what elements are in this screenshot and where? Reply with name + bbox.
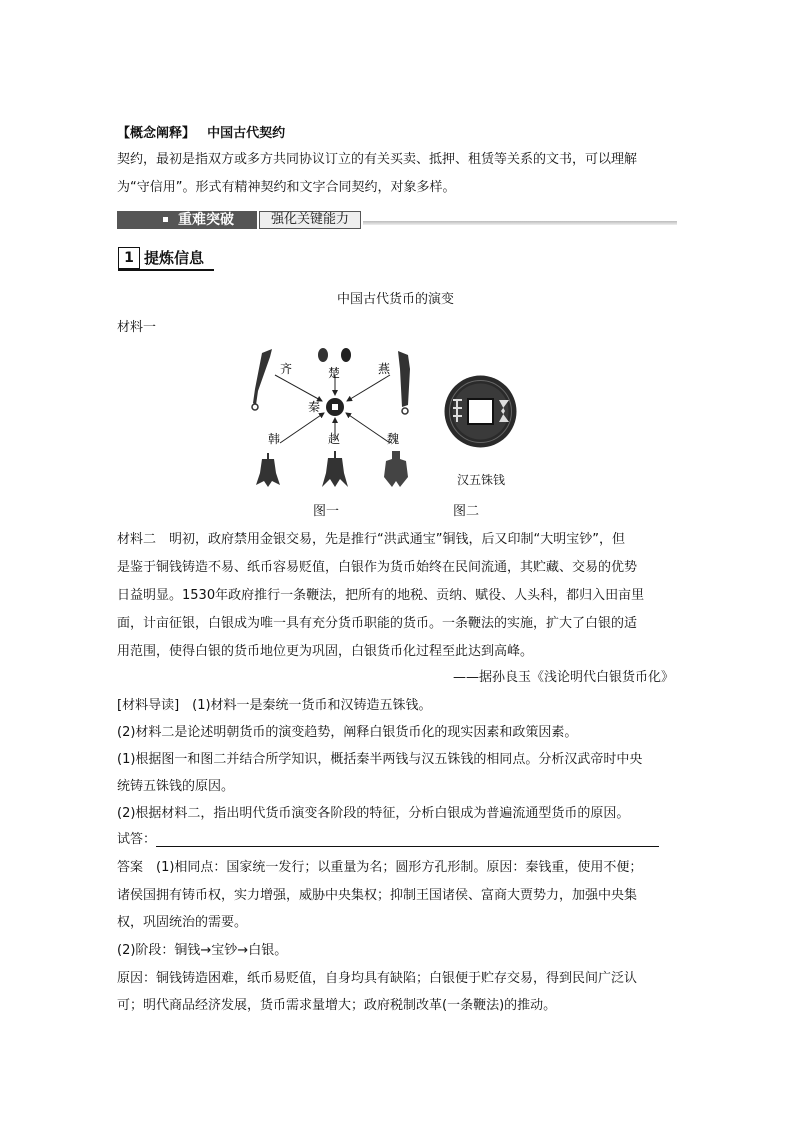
banner-main — [117, 211, 257, 229]
figure2-caption: 图二 — [453, 504, 480, 519]
figure2-coin — [443, 374, 518, 449]
section-title: 提炼信息 — [144, 249, 205, 267]
section-banner — [117, 209, 677, 231]
answer-line-4: (2)阶段：铜钱→宝钞→白银。 — [117, 943, 288, 958]
han-spade-icon — [256, 453, 280, 487]
material2-line-1: 材料二 明初，政府禁用金银交易，先是推行“洪武通宝”铜钱，后又印制“大明宝钞”，但 — [117, 532, 625, 547]
material2-line-2: 是鉴于铜钱铸造不易、纸币容易贬值，白银作为货币始终在民间流通，其贮藏、交易的优势 — [117, 560, 638, 575]
state-qin: 秦 — [308, 400, 321, 414]
section-underline — [118, 269, 214, 271]
answer-blank-line[interactable] — [156, 832, 659, 847]
state-zhao: 赵 — [328, 432, 341, 446]
zhao-spade-icon — [322, 451, 348, 487]
yan-knife-icon — [398, 351, 410, 407]
try-label: 试答： — [117, 832, 157, 847]
figure1-caption: 图一 — [313, 504, 340, 519]
section-heading — [118, 247, 216, 269]
concept-title: 中国古代契约 — [207, 126, 286, 141]
answer-line-2: 诸侯国拥有铸币权，实力增强，威胁中央集权；抑制王国诸侯、富商大贾势力，加强中央集 — [117, 888, 638, 903]
banner-sub: 强化关键能力 — [259, 211, 361, 229]
question-1a: (1)根据图一和图二并结合所学知识，概括秦半两钱与汉五铢钱的相同点。分析汉武帝时中央 — [117, 752, 643, 767]
material2-line-3: 日益明显。1530年政府推行一条鞭法，把所有的地税、贡纳、赋役、人头科，都归入田亩里 — [117, 588, 645, 603]
banner-main-text: 重难突破 — [178, 212, 234, 228]
state-chu: 楚 — [328, 366, 341, 380]
question-1b: 统铸五铢钱的原因。 — [117, 779, 235, 794]
state-qi: 齐 — [280, 362, 293, 376]
banner-rule — [363, 221, 677, 225]
material2-line-4: 面，计亩征银，白银成为唯一具有充分货币职能的货币。一条鞭法的实施，扩大了白银的适 — [117, 616, 638, 631]
concept-line-1: 契约，最初是指双方或多方共同协议订立的有关买卖、抵押、租赁等关系的文书，可以理解 — [117, 152, 638, 167]
state-han: 韩 — [268, 432, 281, 446]
concept-tag: 【概念阐释】 — [117, 126, 196, 141]
answer-line-3: 权，巩固统治的需要。 — [117, 915, 248, 930]
chu-coin-icon — [318, 348, 328, 362]
answer-line-5: 原因：铜钱铸造困难，纸币易贬值，自身均具有缺陷；白银便于贮存交易，得到民间广泛认 — [117, 971, 638, 986]
concept-heading — [117, 122, 285, 141]
question-2: (2)根据材料二，指出明代货币演变各阶段的特征，分析白银成为普遍流通型货币的原因。 — [117, 806, 630, 821]
material2-source: ——据孙良玉《浅论明代白银货币化》 — [453, 670, 675, 685]
answer-line-1: 答案 (1)相同点：国家统一发行；以重量为名；圆形方孔形制。原因：秦钱重，使用不便； — [117, 860, 643, 875]
section-number: 1 — [118, 247, 140, 269]
figure1-diagram — [250, 345, 425, 495]
qi-knife-icon — [253, 349, 272, 405]
answer-line-6: 可；明代商品经济发展，货币需求量增大；政府税制改革(一条鞭法)的推动。 — [117, 998, 557, 1013]
concept-line-2: 为“守信用”。形式有精神契约和文字合同契约，对象多样。 — [117, 180, 456, 195]
state-wei: 魏 — [387, 432, 400, 446]
wei-spade-icon — [384, 451, 408, 487]
state-yan: 燕 — [378, 362, 391, 376]
material-title: 中国古代货币的演变 — [337, 292, 455, 307]
material1-label: 材料一 — [117, 320, 157, 335]
figure2-coin-label: 汉五铢钱 — [457, 473, 506, 487]
reading-line-2: (2)材料二是论述明朝货币的演变趋势，阐释白银货币化的现实因素和政策因素。 — [117, 725, 578, 740]
try-answer-row — [117, 828, 659, 847]
material2-line-5: 用范围，使得白银的货币地位更为巩固，白银货币化过程至此达到高峰。 — [117, 644, 534, 659]
reading-line-1: [材料导读] (1)材料一是秦统一货币和汉铸造五铢钱。 — [117, 698, 432, 713]
